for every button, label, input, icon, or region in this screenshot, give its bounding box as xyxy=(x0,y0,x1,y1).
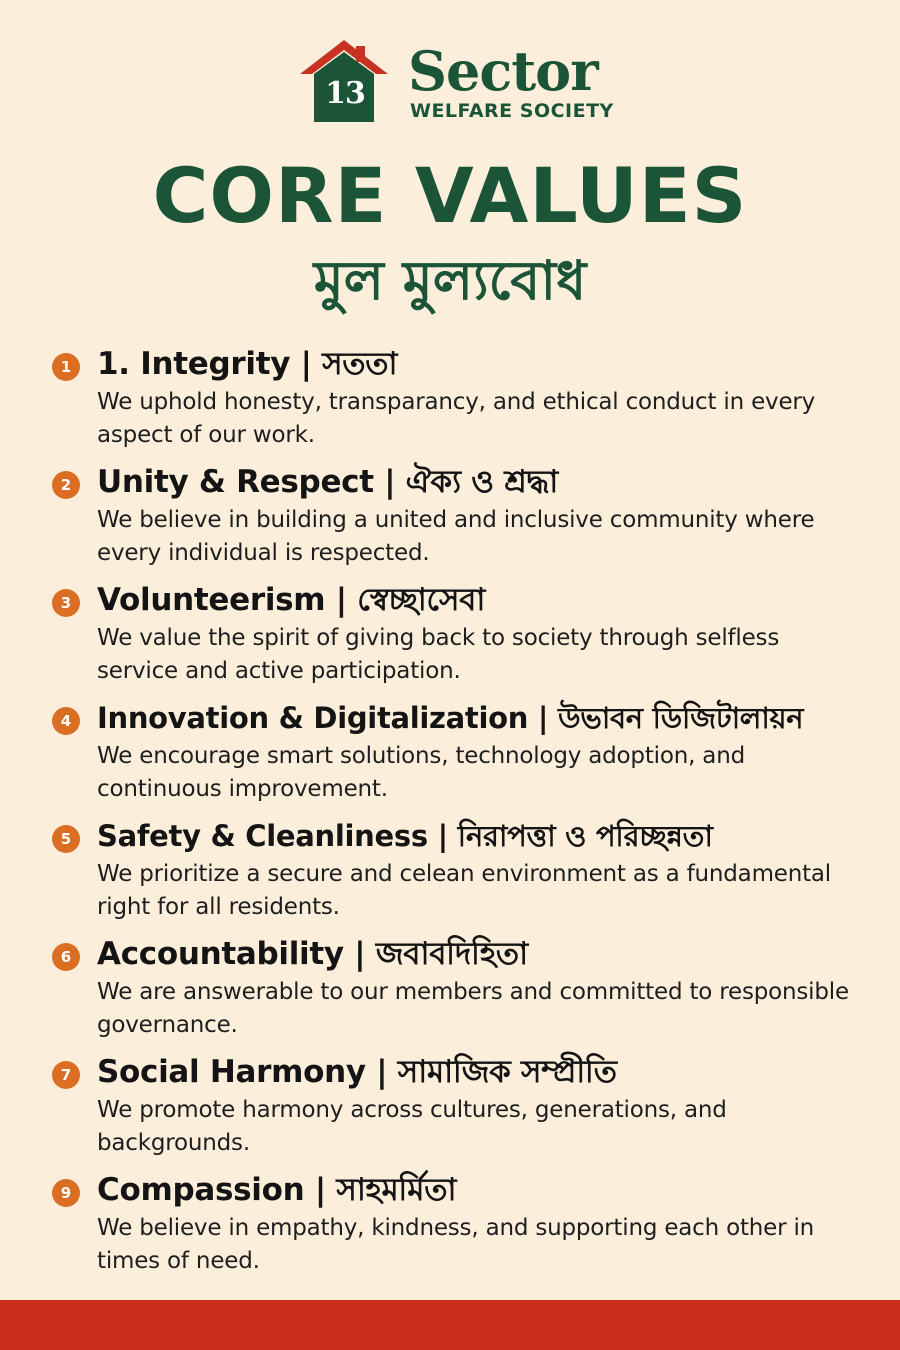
number-badge: 1 xyxy=(52,353,80,381)
value-description: We prioritize a secure and celean environment as a fundamental right for all residents. xyxy=(97,861,831,920)
value-item xyxy=(0,694,900,812)
number-badge: 6 xyxy=(52,943,80,971)
page-title: CORE VALUES xyxy=(152,151,748,240)
logo xyxy=(298,38,618,126)
page-subtitle-bengali: মুল মুল্যবোধ xyxy=(313,249,587,312)
value-item xyxy=(0,1048,900,1166)
value-title: Innovation & Digitalization | উভাবন ডিজিটালায়ন xyxy=(97,701,804,735)
value-item xyxy=(0,930,900,1048)
value-title: Unity & Respect | ঐক্য ও শ্রদ্ধা xyxy=(97,464,558,500)
value-item xyxy=(0,812,900,930)
value-description: We uphold honesty, transparancy, and ethical conduct in every aspect of our work. xyxy=(97,389,816,448)
value-title: Compassion | সাহমর্মিতা xyxy=(97,1172,457,1208)
number-badge: 5 xyxy=(52,825,80,853)
value-title: Safety & Cleanliness | নিরাপত্তা ও পরিচ্ছন্নতা xyxy=(97,819,713,853)
value-description: We believe in building a united and inclusive community where every individual is respected. xyxy=(97,507,815,566)
value-title: 1. Integrity | সততা xyxy=(97,346,398,382)
number-badge: 3 xyxy=(52,589,80,617)
number-badge: 4 xyxy=(52,707,80,735)
value-description: We encourage smart solutions, technology adoption, and continuous improvement. xyxy=(97,743,745,802)
footer-bar xyxy=(0,1300,900,1350)
number-badge: 9 xyxy=(52,1179,80,1207)
value-title: Social Harmony | সামাজিক সম্প্রীতি xyxy=(97,1054,617,1090)
logo-wordmark: Sector xyxy=(408,39,598,103)
logo-number: 13 xyxy=(325,76,365,111)
number-badge: 2 xyxy=(52,471,80,499)
value-item xyxy=(0,458,900,576)
value-item xyxy=(0,1166,900,1284)
logo-subtitle: WELFARE SOCIETY xyxy=(410,100,614,122)
value-item xyxy=(0,340,900,458)
value-title: Accountability | জবাবদিহিতা xyxy=(97,936,528,972)
value-title: Volunteerism | স্বেচ্ছাসেবা xyxy=(97,582,486,618)
value-description: We are answerable to our members and committed to responsible governance. xyxy=(97,979,849,1038)
number-badge: 7 xyxy=(52,1061,80,1089)
value-description: We believe in empathy, kindness, and supporting each other in times of need. xyxy=(97,1215,815,1274)
value-description: We value the spirit of giving back to society through selfless service and active participation. xyxy=(97,625,780,684)
value-item xyxy=(0,576,900,694)
value-description: We promote harmony across cultures, generations, and backgrounds. xyxy=(97,1097,727,1156)
